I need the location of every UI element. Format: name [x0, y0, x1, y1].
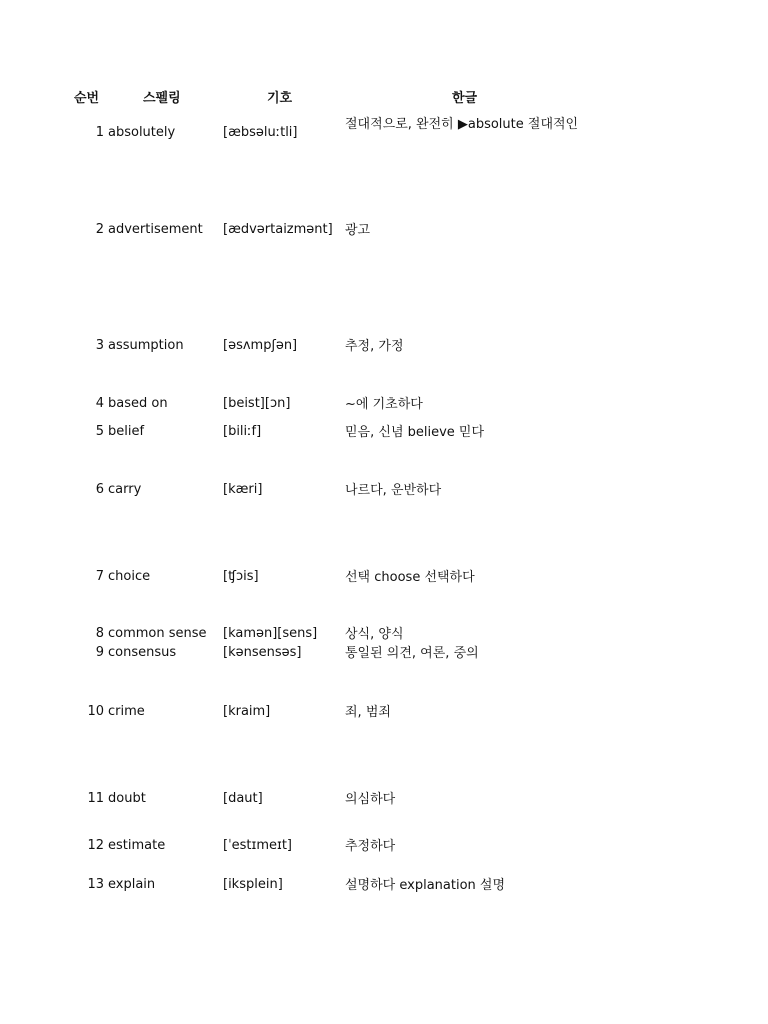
entry-phonetic: [ædvərtaizmənt] — [223, 222, 333, 237]
entry-korean: 광고 — [345, 223, 371, 238]
entry-word: choice — [108, 569, 151, 584]
entry-korean: 설명하다 explanation 설명 — [345, 878, 506, 893]
vocab-row — [0, 221, 768, 241]
entry-phonetic: [kæri] — [223, 482, 263, 497]
entry-number: 10 — [87, 704, 104, 719]
vocab-row — [0, 337, 768, 357]
entry-word: advertisement — [108, 222, 203, 237]
entry-phonetic: [kraim] — [223, 704, 271, 719]
vocab-row — [0, 837, 768, 857]
entry-number: 7 — [95, 569, 104, 584]
entry-phonetic: [əsʌmpʃən] — [223, 338, 298, 353]
entry-number: 8 — [95, 626, 104, 641]
entry-phonetic: [iksplein] — [223, 877, 283, 892]
entry-word: assumption — [108, 338, 184, 353]
vocab-row — [0, 481, 768, 501]
entry-word: common sense — [108, 626, 207, 641]
entry-korean: 통일된 의견, 여론, 중의 — [345, 646, 479, 661]
vocab-row — [0, 703, 768, 723]
entry-number: 12 — [87, 838, 104, 853]
entry-phonetic: [ʧɔis] — [223, 569, 259, 584]
entry-word: based on — [108, 396, 168, 411]
entry-korean: 나르다, 운반하다 — [345, 483, 442, 498]
vocab-row — [0, 790, 768, 810]
header-number: 순번 — [74, 91, 100, 106]
vocab-row — [0, 876, 768, 896]
entry-phonetic: [daut] — [223, 791, 263, 806]
entry-korean: ~에 기초하다 — [345, 397, 423, 412]
entry-number: 9 — [95, 645, 104, 660]
entry-word: doubt — [108, 791, 146, 806]
vocab-row — [0, 625, 768, 645]
entry-word: belief — [108, 424, 145, 439]
entry-number: 3 — [95, 338, 104, 353]
entry-word: explain — [108, 877, 156, 892]
entry-word: consensus — [108, 645, 177, 660]
entry-phonetic: [ˈestɪmeɪt] — [223, 838, 293, 853]
entry-korean: 절대적으로, 완전히 ▶absolute 절대적인 — [345, 117, 579, 132]
vocab-row — [0, 395, 768, 415]
header-symbol: 기호 — [267, 91, 293, 106]
entry-phonetic: [æbsəluːtli] — [223, 125, 298, 140]
vocab-row — [0, 568, 768, 588]
entry-number: 5 — [95, 424, 104, 439]
entry-word: absolutely — [108, 125, 176, 140]
vocab-row — [0, 644, 768, 664]
entry-phonetic: [beist][ɔn] — [223, 396, 291, 411]
entry-word: crime — [108, 704, 145, 719]
entry-korean: 의심하다 — [345, 792, 396, 807]
vocab-row — [0, 423, 768, 443]
entry-number: 13 — [87, 877, 104, 892]
header-korean: 한글 — [452, 91, 478, 106]
entry-korean: 선택 choose 선택하다 — [345, 570, 475, 585]
entry-number: 4 — [95, 396, 104, 411]
entry-korean: 상식, 양식 — [345, 627, 404, 642]
vocab-row — [0, 117, 768, 144]
entry-word: carry — [108, 482, 142, 497]
entry-phonetic: [biliːf] — [223, 424, 262, 439]
entry-number: 6 — [95, 482, 104, 497]
entry-korean: 추정하다 — [345, 839, 396, 854]
entry-korean: 추정, 가정 — [345, 339, 404, 354]
entry-number: 11 — [87, 791, 104, 806]
entry-phonetic: [kamən][sens] — [223, 626, 318, 641]
entry-word: estimate — [108, 838, 166, 853]
header-spelling: 스펠링 — [143, 91, 181, 106]
entry-phonetic: [kənsensəs] — [223, 645, 302, 660]
entry-korean: 믿음, 신념 believe 믿다 — [345, 425, 485, 440]
entry-number: 2 — [95, 222, 104, 237]
entry-korean: 죄, 범죄 — [345, 705, 391, 720]
entry-number: 1 — [95, 125, 104, 140]
